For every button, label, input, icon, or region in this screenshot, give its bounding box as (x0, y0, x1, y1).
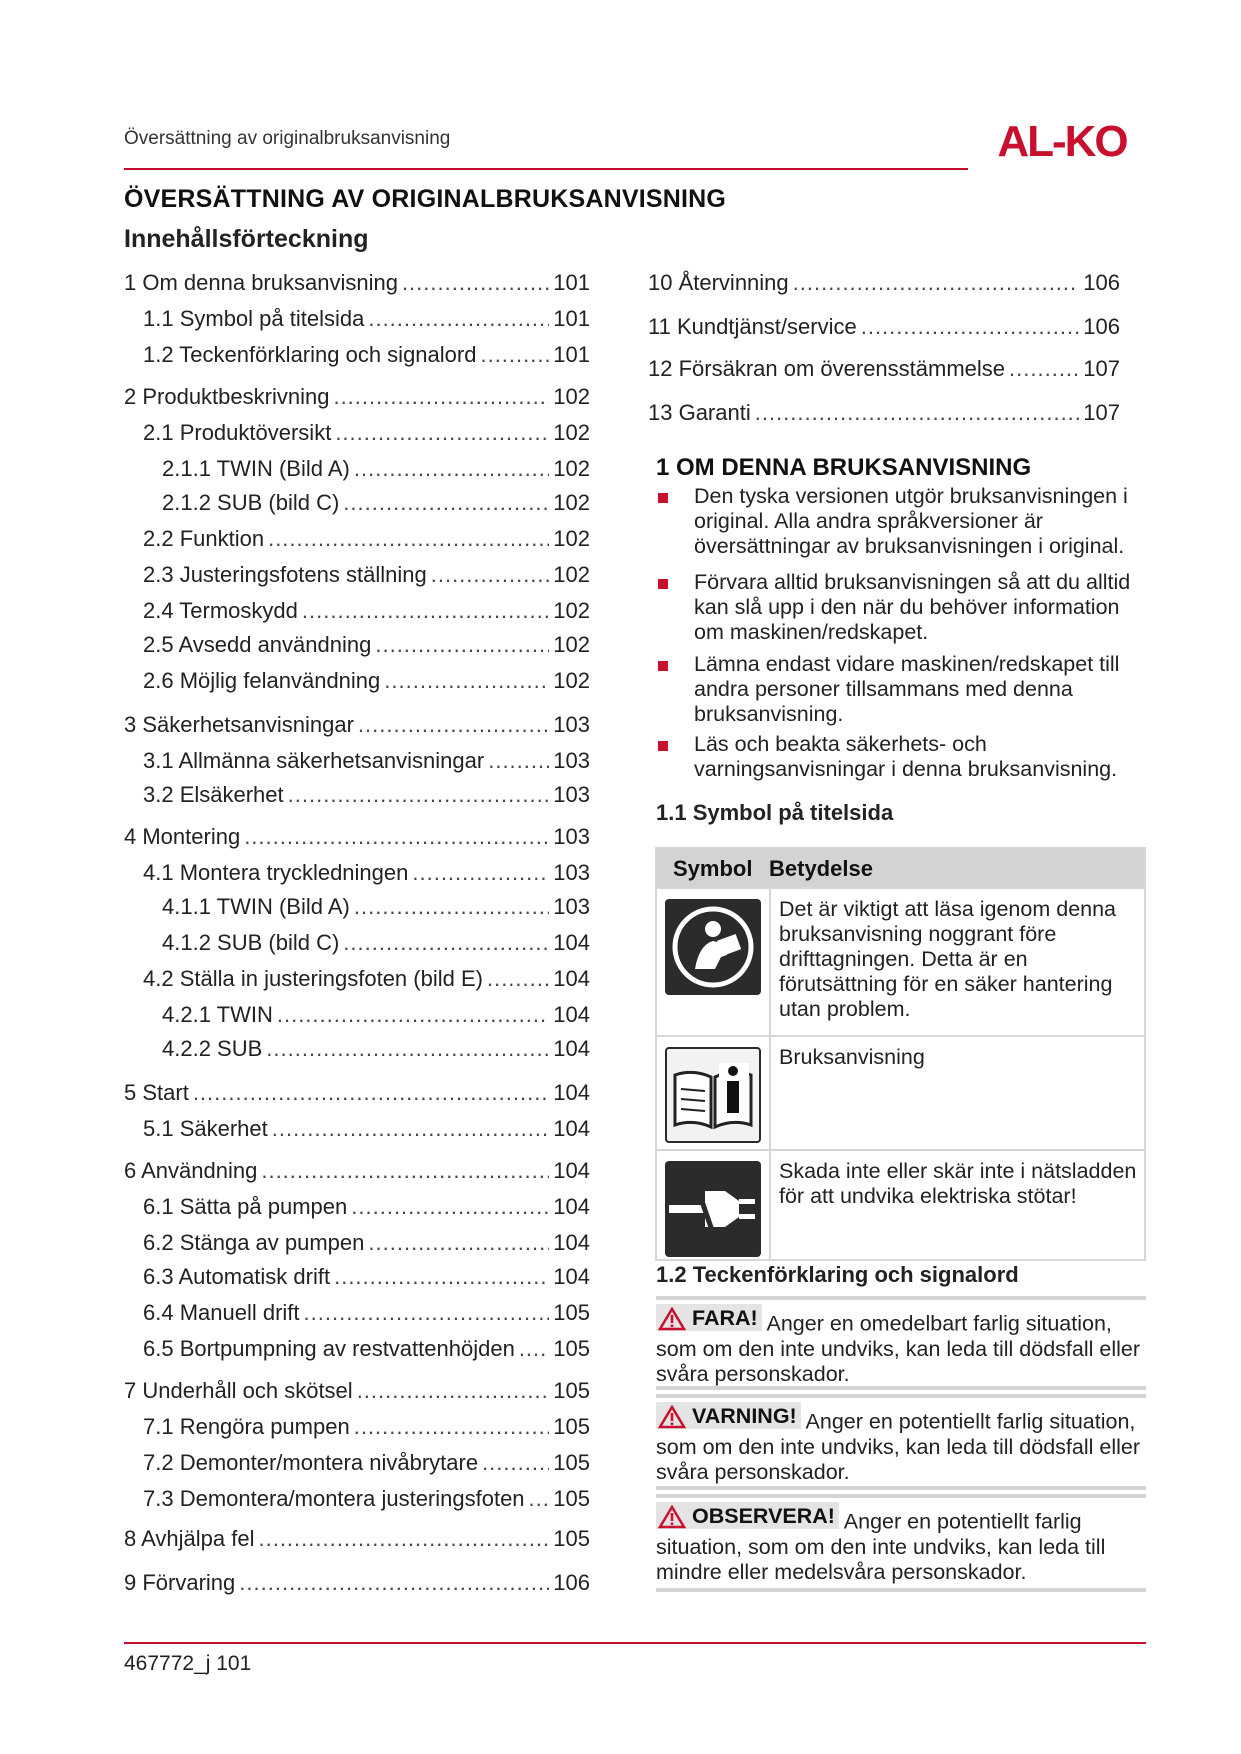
table-header (657, 849, 1144, 887)
toc-entry[interactable]: 2.5 Avsedd användning ..... 102 (143, 632, 590, 658)
warning-text: Anger en potentiellt farlig situation, som om den inte undviks, kan leda till dödsfall eller svåra personskador. (656, 1409, 1141, 1484)
toc-entry[interactable]: 4.2.1 TWIN ..... 104 (162, 1002, 590, 1028)
toc-entry[interactable]: 7.1 Rengöra pumpen ..... 105 (143, 1414, 590, 1440)
toc-entry[interactable]: 4.2 Ställa in justeringsfoten (bild E) ..... 104 (143, 966, 590, 992)
toc-entry[interactable]: 3.2 Elsäkerhet ..... 103 (143, 782, 590, 808)
symbol-table (655, 847, 1146, 1261)
toc-entry[interactable]: 3 Säkerhetsanvisningar ..... 103 (124, 712, 590, 738)
warning-triangle-icon (658, 1405, 686, 1429)
bullet-marker (658, 741, 668, 751)
toc-entry[interactable]: 2.1.1 TWIN (Bild A) ..... 102 (162, 456, 590, 482)
warning-block (656, 1394, 1146, 1490)
toc-entry[interactable]: 6.3 Automatisk drift ..... 104 (143, 1264, 590, 1290)
toc-entry[interactable]: 6.5 Bortpumpning av restvattenhöjden ..... 105 (143, 1336, 590, 1362)
footer-rule (124, 1642, 1146, 1644)
toc-entry[interactable]: 6.2 Stänga av pumpen ..... 104 (143, 1230, 590, 1256)
symbol-description: Skada inte eller skär inte i nätsladden för att undvika elektriska stötar! (779, 1159, 1137, 1208)
warning-text: Anger en omedelbart farlig situation, som om den inte undviks, kan leda till dödsfall eller svåra personskador. (656, 1311, 1141, 1386)
toc-entry[interactable]: 7.3 Demontera/montera justeringsfoten ..... 105 (143, 1486, 590, 1512)
toc-entry[interactable]: 2.6 Möjlig felanvändning ..... 102 (143, 668, 590, 694)
table-row (657, 887, 1144, 1035)
toc-entry[interactable]: 8 Avhjälpa fel ..... 105 (124, 1526, 590, 1552)
toc-entry[interactable]: 10 Återvinning ..... 106 (648, 270, 1120, 296)
toc-entry[interactable]: 4.2.2 SUB ..... 104 (162, 1036, 590, 1062)
column-header-symbol: Symbol (673, 856, 753, 881)
toc-entry[interactable]: 2.4 Termoskydd ..... 102 (143, 598, 590, 624)
warning-block (656, 1296, 1146, 1390)
toc-entry[interactable]: 2.3 Justeringsfotens ställning ..... 102 (143, 562, 590, 588)
manual-info-icon (665, 1047, 761, 1143)
cut-cable-warning-icon (665, 1161, 761, 1257)
toc-entry[interactable]: 13 Garanti ..... 107 (648, 400, 1120, 426)
toc-entry[interactable]: 4 Montering ..... 103 (124, 824, 590, 850)
toc-entry[interactable]: 1 Om denna bruksanvisning ..... 101 (124, 270, 590, 296)
section-heading: 1 OM DENNA BRUKSANVISNING (656, 454, 1032, 481)
table-row (657, 1035, 1144, 1149)
toc-entry[interactable]: 1.1 Symbol på titelsida ..... 101 (143, 306, 590, 332)
running-header: Översättning av originalbruksanvisning (124, 128, 451, 149)
toc-entry[interactable]: 2.2 Funktion ..... 102 (143, 526, 590, 552)
read-manual-icon (665, 899, 761, 995)
table-row (657, 1149, 1144, 1259)
toc-entry[interactable]: 1.2 Teckenförklaring och signalord ..... 101 (143, 342, 590, 368)
toc-entry[interactable]: 6 Användning ..... 104 (124, 1158, 590, 1184)
toc-entry[interactable]: 2 Produktbeskrivning ..... 102 (124, 384, 590, 410)
signal-word-label: FARA! (656, 1304, 762, 1331)
toc-entry[interactable]: 7.2 Demonter/montera nivåbrytare ..... 105 (143, 1450, 590, 1476)
toc-entry[interactable]: 2.1 Produktöversikt ..... 102 (143, 420, 590, 446)
signal-word-label: VARNING! (656, 1402, 801, 1429)
symbol-description: Det är viktigt att läsa igenom denna bruksanvisning noggrant före drifttagningen. Detta är en förutsättning för en säker hantering utan problem. (779, 897, 1117, 1021)
toc-entry[interactable]: 3.1 Allmänna säkerhetsanvisningar ..... 103 (143, 748, 590, 774)
toc-entry[interactable]: 12 Försäkran om överensstämmelse ..... 107 (648, 356, 1120, 382)
subsection-heading: 1.1 Symbol på titelsida (656, 800, 894, 825)
toc-entry[interactable]: 4.1.2 SUB (bild C) ..... 104 (162, 930, 590, 956)
list-item: Förvara alltid bruksanvisningen så att du alltid kan slå upp i den när du behöver information om maskinen/redskapet. (656, 570, 1146, 645)
list-item: Den tyska versionen utgör bruksanvisningen i original. Alla andra språkversioner är översättningar av bruksanvisningen i original. (656, 484, 1146, 559)
toc-entry[interactable]: 6.1 Sätta på pumpen ..... 104 (143, 1194, 590, 1220)
list-item: Lämna endast vidare maskinen/redskapet till andra personer tillsammans med denna bruksanvisning. (656, 652, 1146, 727)
toc-entry[interactable]: 7 Underhåll och skötsel ..... 105 (124, 1378, 590, 1404)
list-item: Läs och beakta säkerhets- och varningsanvisningar i denna bruksanvisning. (656, 732, 1146, 782)
toc-entry[interactable]: 4.1.1 TWIN (Bild A) ..... 103 (162, 894, 590, 920)
warning-triangle-icon (658, 1505, 686, 1529)
toc-entry[interactable]: 6.4 Manuell drift ..... 105 (143, 1300, 590, 1326)
footer-page-number: 467772_j 101 (124, 1652, 252, 1675)
column-header-meaning: Betydelse (769, 856, 873, 881)
toc-entry[interactable]: 5 Start ..... 104 (124, 1080, 590, 1106)
subsection-heading: 1.2 Teckenförklaring och signalord (656, 1262, 1019, 1287)
toc-entry[interactable]: 11 Kundtjänst/service ..... 106 (648, 314, 1120, 340)
header-rule (124, 168, 968, 170)
bullet-marker (658, 493, 668, 503)
signal-word-label: OBSERVERA! (656, 1502, 839, 1529)
toc-entry[interactable]: 5.1 Säkerhet ..... 104 (143, 1116, 590, 1142)
warning-text: Anger en potentiellt farlig situation, som om den inte undviks, kan leda till mindre eller medelsvåra personskador. (656, 1509, 1106, 1584)
toc-entry[interactable]: 4.1 Montera tryckledningen ..... 103 (143, 860, 590, 886)
alko-logo (982, 116, 1142, 164)
toc-entry[interactable]: 9 Förvaring ..... 106 (124, 1570, 590, 1596)
warning-triangle-icon (658, 1307, 686, 1331)
document-title: ÖVERSÄTTNING AV ORIGINALBRUKSANVISNING (124, 185, 727, 213)
svg-text:AL-KO: AL-KO (997, 117, 1127, 164)
warning-block (656, 1494, 1146, 1592)
toc-entry[interactable]: 2.1.2 SUB (bild C) ..... 102 (162, 490, 590, 516)
bullet-marker (658, 661, 668, 671)
toc-title: Innehållsförteckning (124, 225, 369, 253)
bullet-marker (658, 579, 668, 589)
symbol-description: Bruksanvisning (779, 1045, 925, 1069)
